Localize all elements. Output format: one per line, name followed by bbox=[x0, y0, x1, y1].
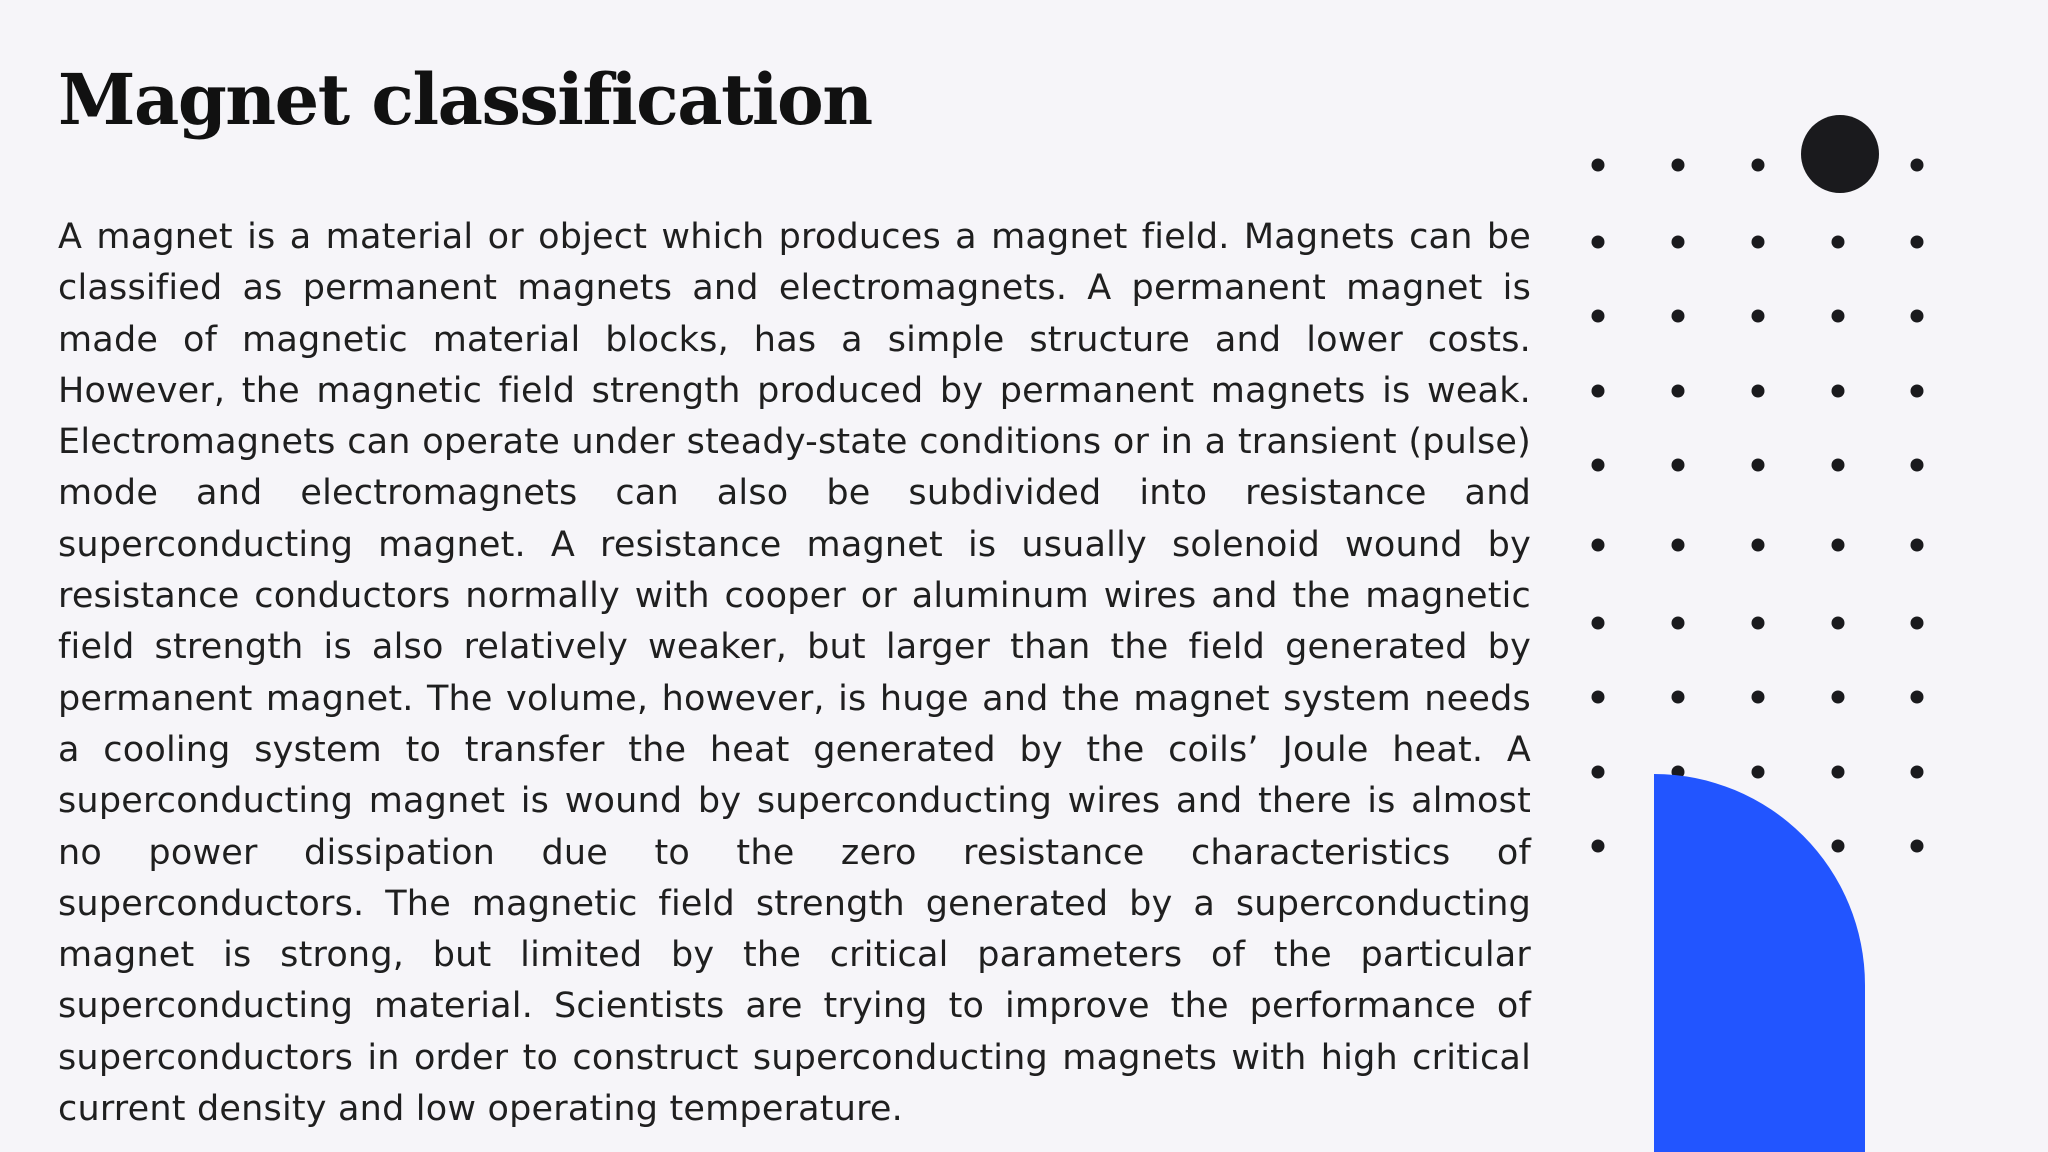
grid-dot bbox=[1911, 159, 1924, 172]
grid-dot bbox=[1832, 766, 1845, 779]
grid-dot bbox=[1752, 840, 1765, 853]
grid-dot bbox=[1752, 766, 1765, 779]
grid-dot bbox=[1592, 766, 1605, 779]
grid-dot bbox=[1832, 539, 1845, 552]
grid-dot bbox=[1672, 766, 1685, 779]
large-dot bbox=[1801, 115, 1879, 193]
grid-dot bbox=[1911, 840, 1924, 853]
grid-dot bbox=[1752, 159, 1765, 172]
slide-body-text: A magnet is a material or object which produces a magnet field. Magnets can be classified as permanent magnets and electromagnets. A permanent magnet is made of magnetic material blocks, has a simple structure and lower costs. However, the magnetic field strength produced by permanent magnets is weak. Electromagnets can operate under steady-state conditions or in a transient (pulse) mode and electromagnets can also be subdivided into resistance and superconducting magnet. A resistance magnet is usually solenoid wound by resistance conductors normally with cooper or aluminum wires and the magnetic field strength is also relatively weaker, but larger than the field generated by permanent magnet. The volume, however, is huge and the magnet system needs a cooling system to transfer the heat generated by the coils’ Joule heat. A superconducting magnet is wound by superconducting wires and there is almost no power dissipation due to the zero resistance characteristics of superconductors. The magnetic field strength generated by a superconducting magnet is strong, but limited by the critical parameters of the particular superconducting material. Scientists are trying to improve the performance of superconductors in order to construct superconducting magnets with high critical current density and low operating temperature. bbox=[58, 217, 1531, 1130]
grid-dot bbox=[1911, 766, 1924, 779]
grid-dot bbox=[1752, 539, 1765, 552]
grid-dot bbox=[1592, 691, 1605, 704]
grid-dot bbox=[1911, 691, 1924, 704]
grid-dot bbox=[1752, 310, 1765, 323]
grid-dot bbox=[1592, 539, 1605, 552]
grid-dot bbox=[1752, 459, 1765, 472]
grid-dot bbox=[1592, 310, 1605, 323]
grid-dot bbox=[1592, 617, 1605, 630]
grid-dot bbox=[1832, 617, 1845, 630]
grid-dot bbox=[1672, 310, 1685, 323]
slide-title: Magnet classification bbox=[58, 58, 872, 141]
grid-dot bbox=[1832, 385, 1845, 398]
grid-dot bbox=[1672, 385, 1685, 398]
grid-dot bbox=[1672, 236, 1685, 249]
grid-dot bbox=[1752, 236, 1765, 249]
grid-dot bbox=[1832, 236, 1845, 249]
grid-dot bbox=[1592, 159, 1605, 172]
grid-dot bbox=[1592, 459, 1605, 472]
grid-dot bbox=[1911, 236, 1924, 249]
grid-dot bbox=[1911, 539, 1924, 552]
grid-dot bbox=[1832, 691, 1845, 704]
grid-dot bbox=[1672, 691, 1685, 704]
grid-dot bbox=[1752, 617, 1765, 630]
grid-dot bbox=[1752, 385, 1765, 398]
grid-dot bbox=[1752, 691, 1765, 704]
grid-dot bbox=[1672, 159, 1685, 172]
grid-dot bbox=[1672, 459, 1685, 472]
grid-dot bbox=[1911, 617, 1924, 630]
grid-dot bbox=[1911, 310, 1924, 323]
grid-dot bbox=[1672, 539, 1685, 552]
grid-dot bbox=[1911, 459, 1924, 472]
blue-quarter-shape bbox=[1654, 774, 1865, 1152]
grid-dot bbox=[1592, 385, 1605, 398]
grid-dot bbox=[1911, 385, 1924, 398]
grid-dot bbox=[1832, 459, 1845, 472]
grid-dot bbox=[1592, 840, 1605, 853]
dot-grid bbox=[1592, 159, 1924, 853]
grid-dot bbox=[1672, 617, 1685, 630]
grid-dot bbox=[1832, 840, 1845, 853]
grid-dot bbox=[1672, 840, 1685, 853]
grid-dot bbox=[1832, 310, 1845, 323]
grid-dot bbox=[1592, 236, 1605, 249]
